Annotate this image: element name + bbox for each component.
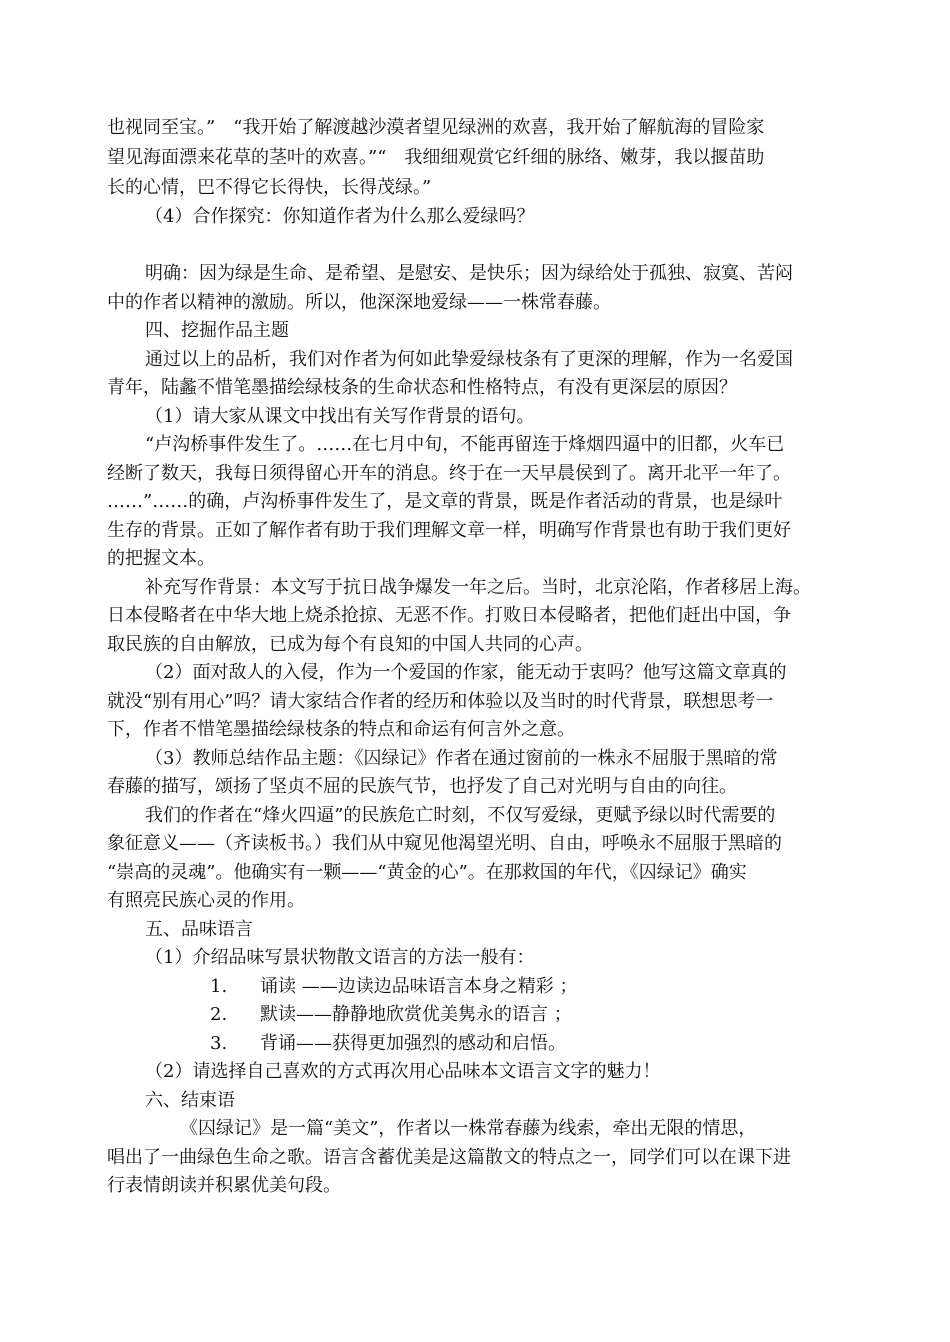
paragraph-line: （2）面对敌人的入侵，作为一个爱国的作家，能无动于衷吗？他写这篇文章真的 <box>145 662 787 683</box>
paragraph-line: （4）合作探究：你知道作者为什么那么爱绿吗？ <box>145 206 535 227</box>
paragraph-line: 春藤的描写，颂扬了坚贞不屈的民族气节，也抒发了自己对光明与自由的向往。 <box>107 776 737 797</box>
paragraph-line: 生存的背景。正如了解作者有助于我们理解文章一样，明确写作背景也有助于我们更好 <box>107 520 791 541</box>
paragraph-line: 有照亮民族心灵的作用。 <box>107 890 305 911</box>
method-item <box>210 972 577 1002</box>
paragraph-line: （1）介绍品味写景状物散文语言的方法一般有： <box>145 947 535 968</box>
method-text: 背诵——获得更加强烈的感动和启悟。 <box>260 1033 566 1054</box>
method-item <box>210 1029 566 1059</box>
paragraph-line: （2）请选择自己喜欢的方式再次用心品味本文语言文字的魅力！ <box>145 1061 661 1082</box>
paragraph-line: 取民族的自由解放，已成为每个有良知的中国人共同的心声。 <box>107 634 593 655</box>
section-heading: 四、挖掘作品主题 <box>145 320 289 341</box>
paragraph-line: ……”……的确，卢沟桥事件发生了，是文章的背景，既是作者活动的背景，也是绿叶 <box>107 491 783 512</box>
paragraph-line: “崇高的灵魂”。他确实有一颗——“黄金的心”。在那救国的年代，《囚绿记》确实 <box>107 862 747 883</box>
method-text: 默读——静静地欣赏优美隽永的语言 ； <box>260 1004 572 1025</box>
paragraph-line: 我们的作者在“烽火四逼”的民族危亡时刻，不仅写爱绿，更赋予绿以时代需要的 <box>145 805 776 826</box>
method-number: 3. <box>210 1033 228 1054</box>
paragraph-line: 《囚绿记》是一篇“美文”，作者以一株常春藤为线索，牵出无限的情思， <box>180 1118 757 1139</box>
paragraph-line: 也视同至宝。” “我开始了解渡越沙漠者望见绿洲的欢喜，我开始了解航海的冒险家 <box>107 117 765 138</box>
paragraph-line: 补充写作背景：本文写于抗日战争爆发一年之后。当时，北京沦陷，作者移居上海。 <box>145 577 811 598</box>
paragraph-line: 日本侵略者在中华大地上烧杀抢掠、无恶不作。打败日本侵略者，把他们赶出中国，争 <box>107 605 791 626</box>
paragraph-line: 唱出了一曲绿色生命之歌。语言含蓄优美是这篇散文的特点之一，同学们可以在课下进 <box>107 1147 791 1168</box>
method-number: 1. <box>210 976 228 997</box>
paragraph-line: 望见海面漂来花草的茎叶的欢喜。”“ 我细细观赏它纤细的脉络、嫩芽，我以揠苗助 <box>107 147 765 168</box>
paragraph-line: （1）请大家从课文中找出有关写作背景的语句。 <box>145 406 535 427</box>
paragraph-line: 中的作者以精神的激励。所以，他深深地爱绿——一株常春藤。 <box>107 292 611 313</box>
method-number: 2. <box>210 1004 228 1025</box>
section-heading: 六、结束语 <box>145 1090 235 1111</box>
paragraph-line: 青年，陆蠡不惜笔墨描绘绿枝条的生命状态和性格特点，有没有更深层的原因？ <box>107 377 737 398</box>
paragraph-line: 明确：因为绿是生命、是希望、是慰安、是快乐；因为绿给处于孤独、寂寞、苦闷 <box>145 263 793 284</box>
paragraph-line: 长的心情，巴不得它长得快，长得茂绿。” <box>107 177 432 198</box>
paragraph-line: （3）教师总结作品主题：《囚绿记》作者在通过窗前的一株永不屈服于黑暗的常 <box>145 748 778 769</box>
section-heading: 五、品味语言 <box>145 919 253 940</box>
paragraph-line: 经断了数天，我每日须得留心开车的消息。终于在一天早晨侯到了。离开北平一年了。 <box>107 463 791 484</box>
paragraph-line: “卢沟桥事件发生了。……在七月中旬，不能再留连于烽烟四逼中的旧都，火车已 <box>145 434 785 455</box>
paragraph-line: 通过以上的品析，我们对作者为何如此挚爱绿枝条有了更深的理解，作为一名爱国 <box>145 349 793 370</box>
paragraph-line: 行表情朗读并积累优美句段。 <box>107 1175 341 1196</box>
paragraph-line: 下，作者不惜笔墨描绘绿枝条的特点和命运有何言外之意。 <box>107 719 575 740</box>
method-text: 诵读 ——边读边品味语言本身之精彩 ； <box>260 976 578 997</box>
paragraph-line: 就没“别有用心”吗？请大家结合作者的经历和体验以及当时的时代背景，联想思考一 <box>107 691 774 712</box>
method-item <box>210 1000 572 1030</box>
paragraph-line: 象征意义——（齐读板书。）我们从中窥见他渴望光明、自由，呼唤永不屈服于黑暗的 <box>107 833 782 854</box>
paragraph-line: 的把握文本。 <box>107 548 215 569</box>
